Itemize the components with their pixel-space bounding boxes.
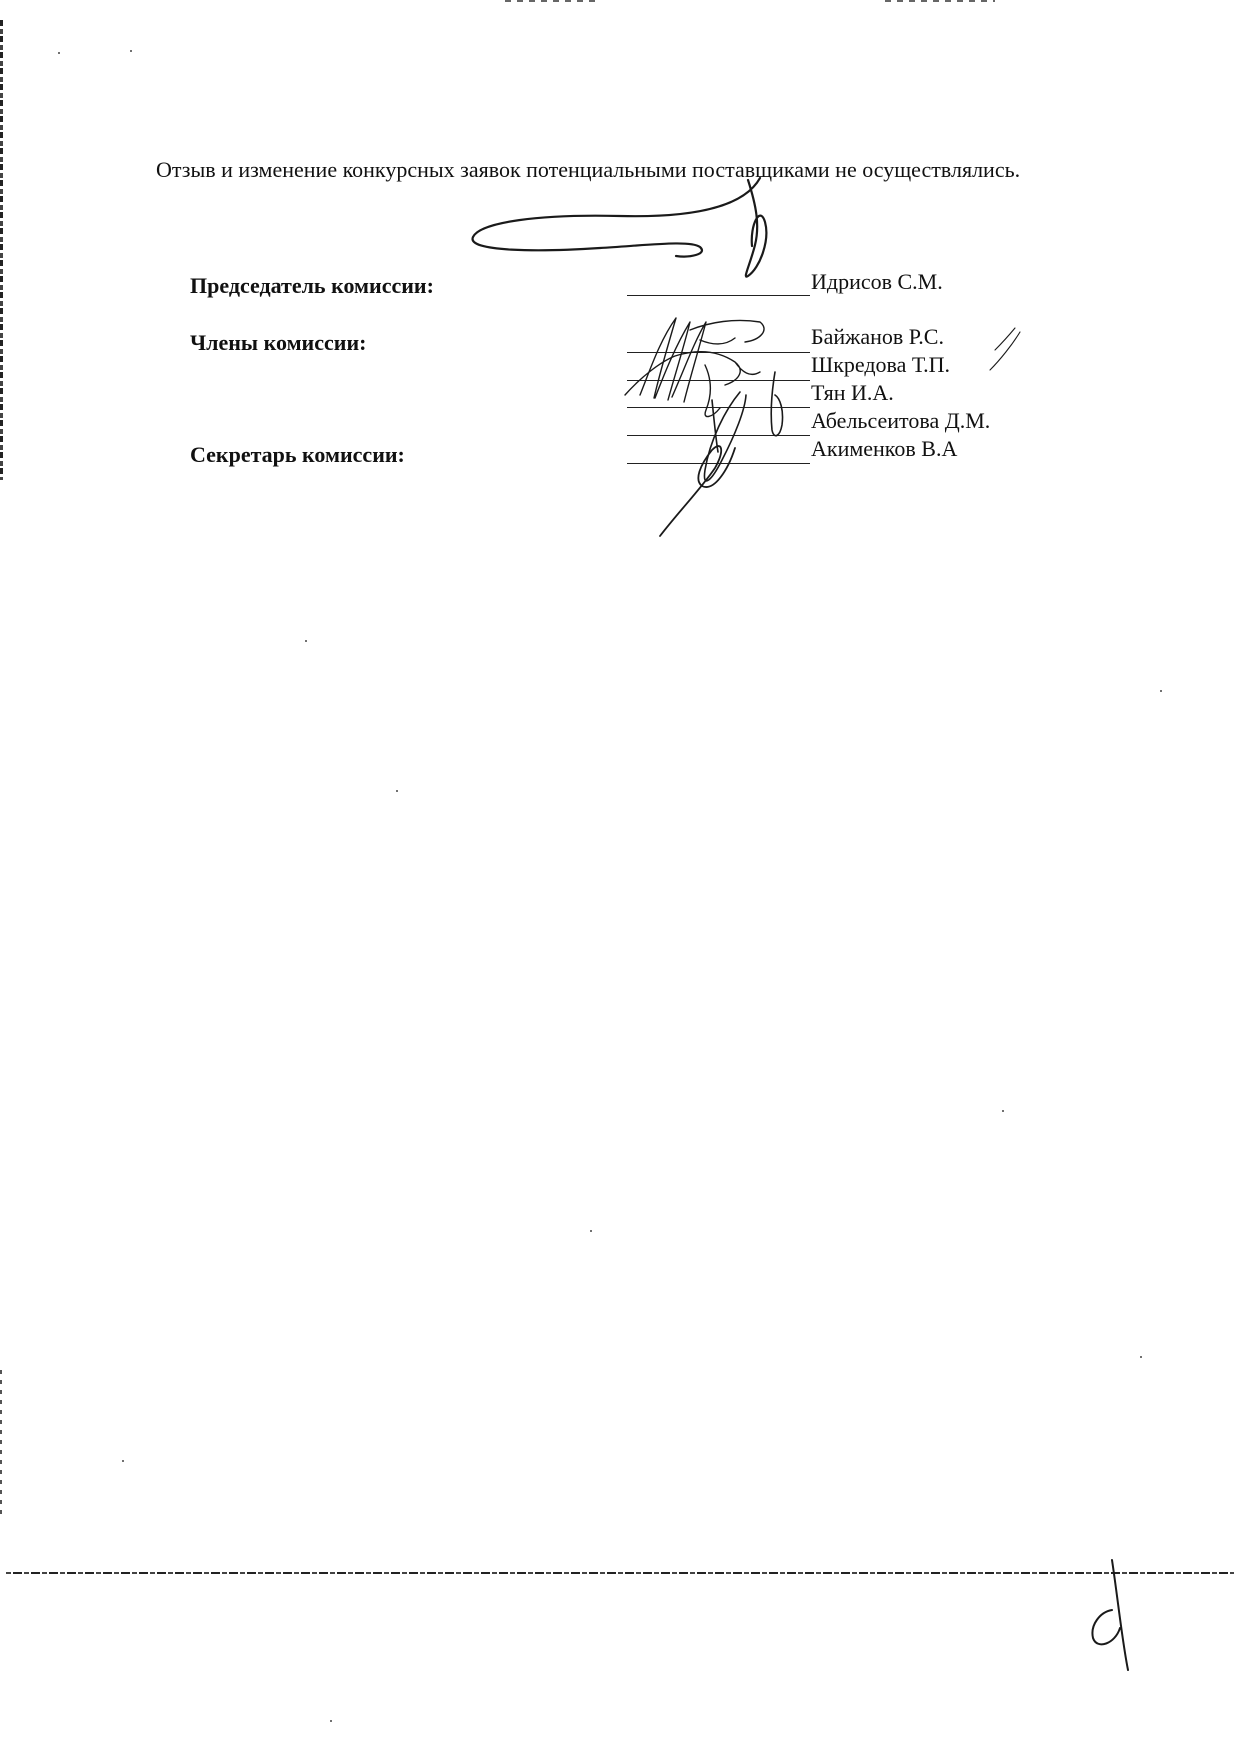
signature-member-4 — [704, 392, 746, 481]
signatory-name: Абельсеитова Д.М. — [811, 408, 991, 433]
members-label: Члены комиссии: — [190, 330, 367, 355]
scan-speck — [305, 640, 307, 642]
scan-speck — [58, 52, 60, 54]
scan-speck — [590, 1230, 592, 1232]
chairman-label: Председатель комиссии: — [190, 273, 434, 298]
signature-line — [627, 463, 810, 464]
scan-speck — [1140, 1356, 1142, 1358]
signature-line — [627, 295, 810, 296]
scan-speck — [1160, 690, 1162, 692]
scan-speck — [1002, 1110, 1004, 1112]
signature-member-3 — [771, 372, 782, 436]
signatory-name: Идрисов С.М. — [811, 269, 943, 294]
scan-speck — [396, 790, 398, 792]
signatory-name: Тян И.А. — [811, 380, 894, 405]
scan-speck — [130, 50, 132, 52]
signature-line — [627, 407, 810, 408]
signature-line — [627, 380, 810, 381]
scan-speck — [330, 1720, 332, 1722]
secretary-label: Секретарь комиссии: — [190, 442, 405, 467]
signatory-name: Акименков В.А — [811, 436, 958, 461]
signatory-name: Шкредова Т.П. — [811, 352, 951, 377]
scan-speck — [122, 1460, 124, 1462]
scan-top-artifact — [885, 0, 995, 2]
signature-line — [627, 435, 810, 436]
scan-edge-artifact — [0, 20, 3, 480]
scan-edge-artifact-lower — [0, 1370, 2, 1520]
page-number-mark — [1092, 1560, 1128, 1670]
statement-text: Отзыв и изменение конкурсных заявок потенциальными поставщиками не осуществлялись. — [156, 157, 1021, 182]
signature-member-1 — [640, 318, 764, 402]
footer-rule — [6, 1572, 1234, 1574]
signature-chairman — [473, 178, 767, 277]
stray-pen-marks — [990, 328, 1020, 370]
signatory-name: Байжанов Р.С. — [811, 324, 944, 349]
scan-top-artifact — [505, 0, 595, 2]
signature-secretary — [660, 446, 735, 536]
signature-line — [627, 352, 810, 353]
